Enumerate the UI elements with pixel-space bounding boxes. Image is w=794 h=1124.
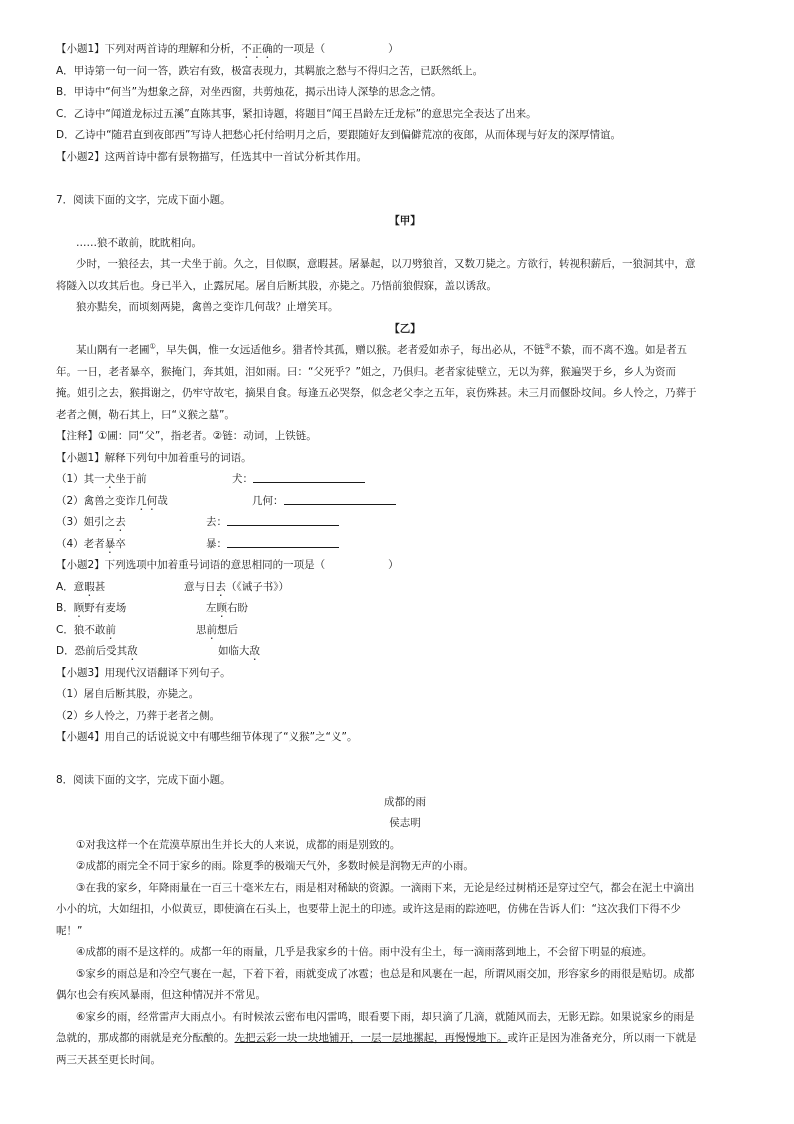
emphasis-word: 不正确 — [241, 43, 273, 55]
article-title: 成都的雨 — [384, 795, 426, 808]
q7-sub1-item4: （4）老者暴卒 暴： — [56, 534, 754, 556]
q7-yi-l1: 某山隅有一老圃①，早失偶，惟一女远适他乡。猎者怜其孤，赠以猴。老者爱如赤子，每出必从，不链②不絷，而不离不逸。如是者五 — [76, 342, 688, 356]
answer-blank[interactable] — [227, 514, 339, 526]
q7-sub1-item1: （1）其一犬坐于前 犬： — [56, 469, 754, 491]
q8-para-6c: 两三天甚至更长时间。 — [56, 1053, 161, 1066]
emphasis-word: 顾 — [73, 602, 85, 614]
emphasis-word: 去 — [115, 516, 126, 528]
emphasis-word: 去 — [215, 580, 226, 593]
q7-sub3-item1: （1）屠自后断其股，亦毙之。 — [56, 688, 200, 700]
q7-sub3-item2: （2）乡人怜之，乃葬于老者之侧。 — [56, 709, 221, 722]
q7-jia-p1: ……狼不敢前，眈眈相向。 — [76, 236, 202, 249]
q7-yi-l3: 掩。姐引之去，猴揖谢之，仍牢守故宅，摘果自食。每逢五必哭祭，似念老父李之五年，哀伤殊甚。未三月而偃卧坟间。乡人怜之，乃葬于 — [56, 387, 697, 399]
q7-sub4: 【小题4】用自己的话说说文中有哪些细节体现了“义猴”之“义”。 — [56, 731, 358, 743]
underlined-sentence: 先把云彩一块一块地铺开，一层一层地摞起，再慢慢地下。 — [234, 1032, 508, 1044]
q7-jia-p3: 狼亦黠矣，而顷刻两毙，禽兽之变诈几何哉？止增笑耳。 — [76, 301, 339, 313]
emphasis-word: 暇 — [84, 580, 95, 593]
article-author: 侯志明 — [389, 817, 421, 829]
q7-yi-title: 【乙】 — [389, 322, 421, 335]
emphasis-word: 暴 — [104, 537, 116, 550]
footnote-marker: ① — [149, 342, 156, 351]
emphasis-word: 几何 — [136, 494, 158, 507]
q6-option-d: D．乙诗中“随君直到夜郎西”写诗人把愁心托付给明月之后，要跟随好友到偏僻荒凉的夜郎，从而体现与好友的深厚情谊。 — [56, 129, 621, 141]
q7-sub1-item3: （3）姐引之去 去： — [56, 512, 754, 534]
emphasis-word: 敌 — [127, 645, 138, 657]
q7-sub2-option-a: A．意暇甚 意与日去（《诫子书》） — [56, 580, 289, 593]
q8-para-3b: 小小的坑，大如纽扣，小似黄豆，即使滴在石头上，也要带上泥土的印迹。或许这是雨的踪迹吧，仿佛在告诉人们：“这次我们下得不少 — [56, 903, 681, 915]
footnote-marker: ② — [544, 342, 551, 351]
q6-option-a: A．甲诗第一句一问一答，跌宕有致，极富表现力，其羁旅之愁与不得归之苦，已跃然纸上。 — [56, 64, 484, 77]
emphasis-word: 犬 — [104, 473, 116, 485]
q7-yi-l2: 年。一日，老者暴卒，猴掩门，奔其姐，泪如雨。曰：“父死乎？”姐之，乃俱归。老者家徒壁立，无以为葬，猴遍哭于乡，乡人为资而 — [56, 365, 676, 378]
q8-para-5b: 偶尔也会有疾风暴雨，但这种情况并不常见。 — [56, 989, 266, 1001]
q7-sub2: 【小题2】下列选项中加着重号词语的意思相同的一项是（ ） — [56, 559, 399, 571]
q7-note: 【注释】①圃：同“父”，指老者。②链：动词，上铁链。 — [56, 430, 317, 442]
q7-sub2-option-d: D．恐前后受其敌 如临大敌 — [56, 645, 260, 657]
emphasis-word: 敌 — [249, 645, 260, 657]
emphasis-word: 前 — [105, 623, 116, 636]
q8-para-5a: ⑤家乡的雨总是和冷空气裹在一起，下着下着，雨就变成了冰雹；也总是和风裹在一起，所谓风雨交加，形容家乡的雨很是贴切。成都 — [76, 967, 695, 980]
q8-para-4: ④成都的雨不是这样的。成都一年的雨量，几乎是我家乡的十倍。雨中没有尘土，每一滴雨落到地上，不会留下明显的痕迹。 — [76, 946, 653, 958]
q8-para-2: ②成都的雨完全不同于家乡的雨。除夏季的极端天气外，多数时候是润物无声的小雨。 — [76, 860, 474, 872]
q8-heading: 8．阅读下面的文字，完成下面小题。 — [56, 774, 231, 786]
emphasis-word: 顾 — [216, 602, 227, 614]
q8-para-6b: 急就的，那成都的雨就是充分酝酿的。先把云彩一块一块地铺开，一层一层地摞起，再慢慢地下。或许正是因为准备充分，所以雨一下就是 — [56, 1032, 697, 1044]
q6-sub2: 【小题2】这两首诗中都有景物描写，任选其中一首试分析其作用。 — [56, 150, 368, 163]
q7-heading: 7．阅读下面的文字，完成下面小题。 — [56, 193, 231, 206]
q7-jia-title: 【甲】 — [389, 215, 421, 227]
emphasis-word: 前 — [206, 623, 217, 636]
answer-blank[interactable] — [253, 471, 365, 483]
q6-option-c: C．乙诗中“闻道龙标过五溪”直陈其事，紧扣诗题，将题目“闻王昌龄左迁龙标”的意思完全表达了出来。 — [56, 107, 537, 120]
q7-sub1-item2: （2）禽兽之变诈几何哉 几何： — [56, 491, 754, 513]
q7-sub1: 【小题1】解释下列句中加着重号的词语。 — [56, 451, 252, 464]
q7-sub2-option-b: B．顾野有麦场 左顾右盼 — [56, 602, 248, 614]
answer-blank[interactable] — [227, 536, 339, 548]
q7-yi-l4: 老者之侧，勒石其上，曰“义猴之墓”。 — [56, 408, 235, 421]
q7-jia-p2b: 将隧入以攻其后也。身已半入，止露尻尾。屠自后断其股，亦毙之。乃悟前狼假寐，盖以诱敌。 — [56, 279, 497, 292]
q8-para-1: ①对我这样一个在荒漠草原出生并长大的人来说，成都的雨是别致的。 — [76, 838, 401, 851]
q8-para-3c: 呢！” — [56, 924, 83, 937]
q8-para-3a: ③在我的家乡，年降雨量在一百三十毫米左右，雨是相对稀缺的资源。一滴雨下来，无论是经过树梢还是穿过空气，都会在泥土中滴出 — [76, 881, 695, 894]
q8-para-6a: ⑥家乡的雨，经常雷声大雨点小。有时候浓云密布电闪雷鸣，眼看要下雨，却只滴了几滴，就随风而去，无影无踪。如果说家乡的雨是 — [76, 1010, 695, 1023]
q6-option-b: B．甲诗中“何当”为想象之辞，对坐西窗，共剪烛花，揭示出诗人深挚的思念之情。 — [56, 86, 442, 98]
answer-blank[interactable] — [284, 493, 396, 505]
q7-jia-p2a: 少时，一狼径去，其一犬坐于前。久之，目似瞑，意暇甚。屠暴起，以刀劈狼首，又数刀毙之。方欲行，转视积薪后，一狼洞其中，意 — [76, 258, 696, 270]
q7-sub3: 【小题3】用现代汉语翻译下列句子。 — [56, 666, 231, 679]
q7-sub2-option-c: C．狼不敢前 思前想后 — [56, 623, 238, 636]
q6-sub1: 【小题1】下列对两首诗的理解和分析，不正确的一项是（ ） — [56, 43, 399, 55]
